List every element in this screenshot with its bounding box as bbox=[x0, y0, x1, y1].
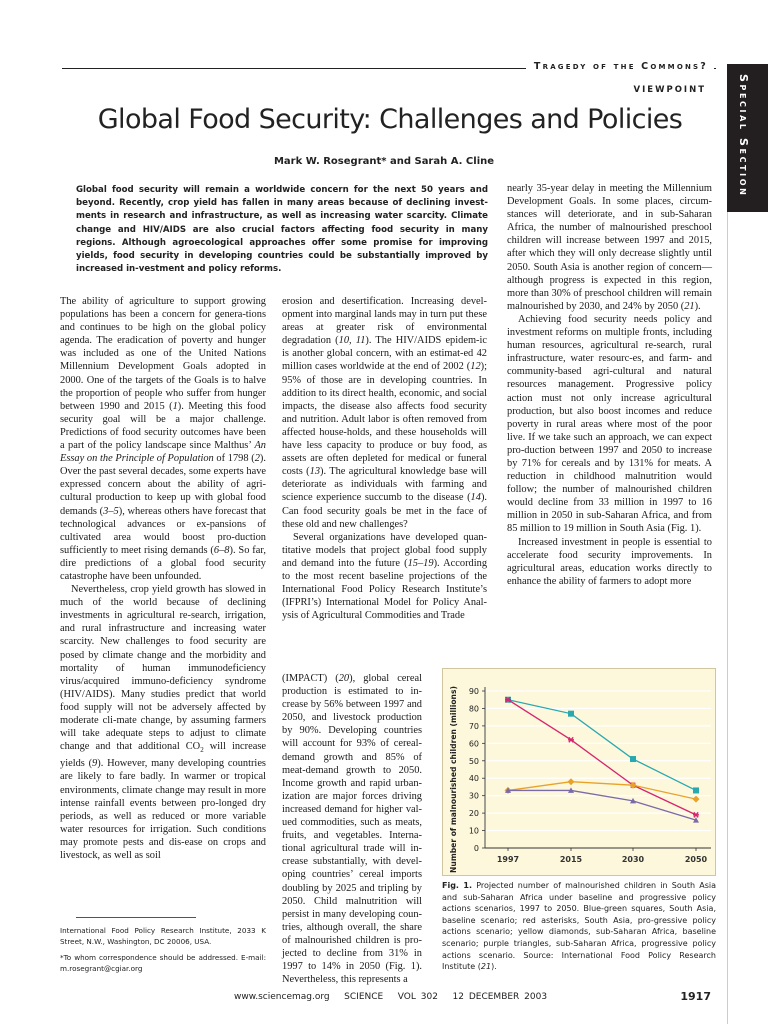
special-section-tab bbox=[727, 64, 768, 212]
footnotes bbox=[60, 925, 266, 978]
reference-link[interactable]: 21 bbox=[684, 300, 695, 312]
special-section-label: Special Section bbox=[737, 74, 750, 198]
article-title: Global Food Security: Challenges and Policies bbox=[97, 104, 683, 135]
svg-text:Number of malnourished childre: Number of malnourished children (millions) bbox=[449, 686, 458, 873]
figure-caption: Fig. 1. Projected number of malnourished children in South Asia and sub-Saharan Africa under baseline and progressive policy actions scenarios, 1997 to 2050. Blue-green squares, South Asia, baseline scenario; red asterisks, South Asia, pro-gressive policy actions scenario; yellow diamonds, sub-Saharan Africa, baseline scenario; purple triangles, sub-Saharan Africa, progressive policy actions scenario. Source: International Food Policy Research Institute (21). bbox=[442, 881, 716, 972]
page-footer-citation: www.sciencemag.org SCIENCE VOL 302 12 DECEMBER 2003 bbox=[234, 992, 548, 1002]
svg-text:2050: 2050 bbox=[684, 855, 708, 864]
paragraph: The ability of agriculture to support growing populations has been a concern for genera-tions and continues to be high on the global policy agenda. The eradication of poverty and hunger was included as one of the United Nations Millennium Development Goals adopted in 2000. One of the targets of the Goals is to halve the proportion of people who suffer from hunger between 1990 and 2015 (1). Meeting this food security goal will be a major challenge. Predictions of food security outcomes have been a part of the policy landscape since Malthus’ An Essay on the Principle of Population of 1798 (2). Over the past several decades, some experts have expressed concern about the ability of agri-cultural production to keep up with global food demands (3–5), whereas others have forecast that technological advances or ex-pansions of cultivated area would boost pro-duction sufficiently to meet rising demands (6–8). So far, dire predictions of a global food security catastrophe have been unfounded. bbox=[60, 296, 266, 582]
svg-text:10: 10 bbox=[468, 826, 479, 836]
svg-text:0: 0 bbox=[473, 844, 479, 853]
reference-link[interactable]: 1 bbox=[172, 400, 178, 412]
reference-link[interactable]: 13 bbox=[309, 466, 321, 478]
reference-link[interactable]: 14 bbox=[470, 492, 481, 504]
paragraph: Achieving food security needs policy and investment reforms on multiple fronts, including human resources, agricultural re-search, rural infrastructure, water resourc-es, and farm- and community-based agri-cultural and natural resources management. Progressive policy action must not only increase agricultural production, but also boost incomes and reduce poverty in rural areas where most of the poor live. If we take such an approach, we can expect pro-duction between 1997 and 2050 to increase by 71% for cereals and by 131% for meats. A reduction in childhood malnutrition would follow; the number of malnourished children would decline from 33 million in 1997 to 16 million in 2050 in sub-Saharan Africa, and from 85 million to 19 million in South Asia (Fig. 1). bbox=[507, 313, 712, 535]
reference-link[interactable]: 20 bbox=[338, 673, 350, 684]
reference-link[interactable]: 12 bbox=[470, 361, 481, 373]
line-chart bbox=[443, 669, 717, 877]
paragraph: Nevertheless, crop yield growth has slowed in much of the world because of declining investments in agricultural re-search, irrigation, and rural infrastructure and increasing water scarcity. New challenges to food security are posed by climate change and the morbidity and mortality of human immunodeficiency virus/acquired immuno-deficiency syndrome (HIV/AIDS). Many studies predict that world food supply will not be adversely affected by moderate cli-mate change, by assuming farmers will take adequate steps to adjust to climate change and that additional $CO_2$ will increase yields (9). However, many developing countries are likely to fare badly. In warmer or tropical environments, climate change may result in more intense rainfall events between pro-longed dry periods, as well as reduced or more variable water resources for irrigation. Such conditions may promote pests and dis-ease on crops and livestock, as well as soil bbox=[60, 584, 266, 862]
svg-text:70: 70 bbox=[468, 721, 479, 731]
figure-1-chart bbox=[442, 668, 716, 876]
svg-text:50: 50 bbox=[468, 756, 479, 766]
reference-link[interactable]: 6–8 bbox=[213, 544, 230, 556]
affiliation-note: International Food Policy Research Institute, 2033 K Street, N.W., Washington, DC 20006, USA. bbox=[60, 926, 266, 947]
paragraph-continued: (IMPACT) (20), global cereal production is estimated to in-crease by 56% between 1997 and 2050, and livestock production by 90%. Developing countries will account for 93% of cereal-demand growth and 85% of meat-demand growth to 2050. Income growth and rapid urban-ization are major forces driving increased demand for higher val-ued commodities, such as meats, fruits, and vegetables. Interna-tional agricultural trade will in-crease substantially, with devel-oping countries’ cereal imports doubling by 2025 and tripling by 2050. Child malnutrition will persist in many developing coun-tries, although overall, the share of malnourished children is pro-jected to decline from 31% in 1997 to 14% in 2050 (Fig. 1). Nevertheless, this represents a bbox=[282, 673, 422, 986]
paragraph: erosion and desertification. Increasing devel-opment into marginal lands may in turn put these areas at greater risk of environmental degradation (10, 11). The HIV/AIDS epidem-ic is another global concern, with an estimat-ed 42 million cases worldwide at the end of 2002 (12); 95% of those are in developing countries. In addition to its direct health, economic, and social impacts, the disease also affects food security and nutrition. Adult labor is often removed from affected house-holds, and these households will have less capacity to produce or buy food, as assets are often depleted for medical or funeral costs (13). The agricultural knowledge base will deteriorate as individuals with farming and science experience succumb to the disease (14). Can food security goals be met in the face of these old and new challenges? bbox=[282, 296, 488, 530]
reference-link[interactable]: 21 bbox=[480, 962, 492, 972]
svg-text:20: 20 bbox=[468, 809, 479, 819]
reference-link[interactable]: 2 bbox=[254, 453, 260, 465]
paragraph: Several organizations have developed quan-titative models that project global food supply and demand into the future (15–19). According to the most recent baseline projections of the International Food Policy Research Institute’s (IFPRI’s) International Model for Policy Anal-ysis of Agricultural Commodities and Trade bbox=[282, 531, 488, 622]
correspondence-note: *To whom correspondence should be addressed. E-mail: m.rosegrant@cgiar.org bbox=[60, 952, 266, 973]
svg-text:60: 60 bbox=[468, 739, 479, 749]
svg-text:80: 80 bbox=[468, 704, 479, 714]
svg-text:30: 30 bbox=[468, 791, 479, 801]
reference-link[interactable]: 10, 11 bbox=[338, 335, 366, 347]
body-column-2-narrow bbox=[282, 672, 422, 986]
body-column-3 bbox=[507, 182, 712, 588]
section-kicker: Tragedy of the Commons? bbox=[526, 61, 714, 72]
svg-text:1997: 1997 bbox=[496, 855, 520, 864]
margin-rule bbox=[727, 212, 728, 1024]
paragraph: Increased investment in people is essential to accelerate food security improvements. In agricultural areas, education works directly to enhance the ability of farmers to adopt more bbox=[507, 536, 712, 587]
body-column-2 bbox=[282, 295, 487, 622]
svg-text:90: 90 bbox=[468, 687, 479, 696]
reference-link[interactable]: 15–19 bbox=[407, 557, 434, 569]
paragraph: nearly 35-year delay in meeting the Millennium Development Goals. In some places, circum-stances will deteriorate, and in sub-Saharan Africa, the number of malnourished preschool children will increase between 1997 and 2015, after which they will only decrease slightly until 2050. South Asia is another region of concern—although progress is expected in this region, more than 30% of preschool children will remain malnourished by 2030, and 24% by 2050 (21). bbox=[507, 183, 712, 312]
reference-link[interactable]: 3–5 bbox=[103, 505, 119, 517]
reference-link[interactable]: 9 bbox=[92, 758, 98, 770]
page-number: 1917 bbox=[680, 990, 711, 1003]
section-label: VIEWPOINT bbox=[633, 85, 706, 95]
svg-text:2015: 2015 bbox=[559, 855, 583, 864]
author-line: Mark W. Rosegrant* and Sarah A. Cline bbox=[273, 156, 495, 167]
body-column-1 bbox=[60, 295, 266, 862]
abstract: Global food security will remain a worldwide concern for the next 50 years and beyond. Recently, crop yield has fallen in many areas because of declining invest-ments in research and infrastructure, as well as increasing water scarcity. Climate change and HIV/AIDS are also crucial factors affecting food security in many regions. Although agroecological approaches offer some promise for improving yields, food security in developing countries could be substantially improved by increased in-vestment and policy reforms. bbox=[76, 185, 488, 275]
footnote-rule bbox=[76, 917, 196, 918]
svg-text:40: 40 bbox=[468, 774, 479, 784]
book-title: An Essay on the Principle of Population bbox=[60, 440, 266, 465]
svg-text:2030: 2030 bbox=[621, 855, 645, 864]
